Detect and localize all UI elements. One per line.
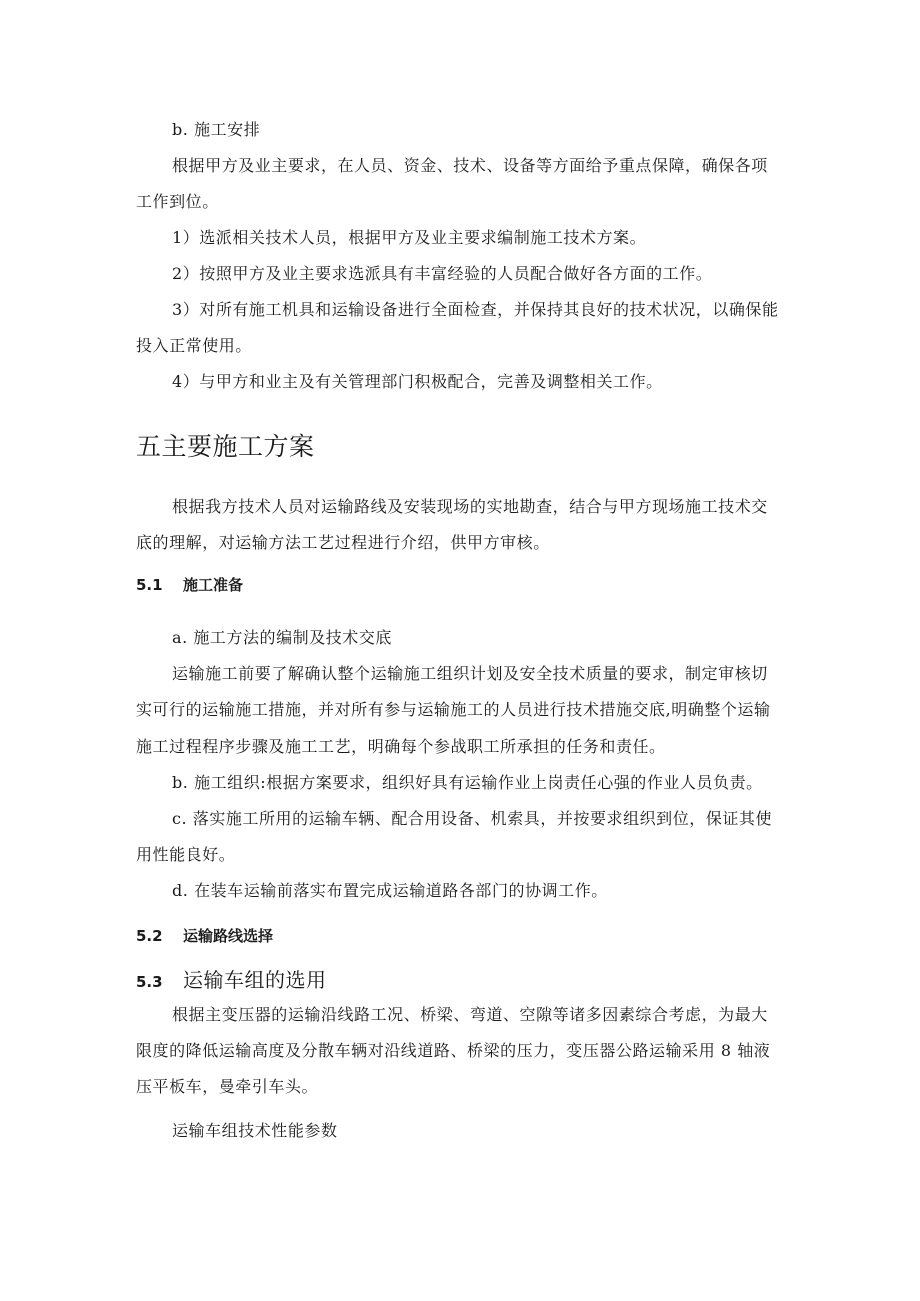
paragraph-line: 工作到位。 — [136, 192, 219, 211]
list-item-3-cont: 投入正常使用。 — [136, 336, 252, 355]
section-title: 运输车组的选用 — [183, 968, 327, 992]
intro-line: 根据我方技术人员对运输路线及安装现场的实地勘查，结合与甲方现场施工技术交 — [172, 497, 768, 516]
paragraph-line: 施工过程程序步骤及施工工艺，明确每个参战职工所承担的任务和责任。 — [136, 737, 666, 756]
section-number: 5.3 — [136, 973, 163, 991]
paragraph-line: 根据主变压器的运输沿线路工况、桥梁、弯道、空隙等诸多因素综合考虑，为最大 — [172, 1005, 768, 1024]
paragraph-d: d. 在装车运输前落实布置完成运输道路各部门的协调工作。 — [172, 881, 608, 900]
paragraph-b: b. 施工组织:根据方案要求，组织好具有运输作业上岗责任心强的作业人员负责。 — [172, 773, 763, 792]
section-5-1-heading — [136, 575, 243, 595]
paragraph-c: c. 落实施工所用的运输车辆、配合用设备、机索具，并按要求组织到位，保证其使 — [172, 809, 773, 828]
intro-line: 底的理解，对运输方法工艺过程进行介绍，供甲方审核。 — [136, 533, 550, 552]
section-5-2-heading — [136, 926, 273, 946]
section-title: 施工准备 — [183, 576, 244, 594]
section-5-title: 五主要施工方案 — [136, 432, 315, 461]
section-title: 运输路线选择 — [183, 927, 274, 945]
paragraph-line: 运输施工前要了解确认整个运输施工组织计划及安全技术质量的要求，制定审核切 — [172, 664, 768, 683]
section-number: 5.2 — [136, 927, 163, 945]
subheading-a: a. 施工方法的编制及技术交底 — [172, 628, 392, 647]
table-caption: 运输车组技术性能参数 — [172, 1121, 338, 1140]
paragraph-line: 根据甲方及业主要求，在人员、资金、技术、设备等方面给予重点保障，确保各项 — [172, 156, 768, 175]
paragraph-line: 压平板车，曼牵引车头。 — [136, 1077, 319, 1096]
section-5-3-heading — [136, 967, 327, 995]
list-item-2: 2）按照甲方及业主要求选派具有丰富经验的人员配合做好各方面的工作。 — [172, 264, 713, 283]
section-number: 5.1 — [136, 576, 163, 594]
subheading-b: b. 施工安排 — [172, 120, 261, 139]
paragraph-c-cont: 用性能良好。 — [136, 845, 236, 864]
paragraph-line: 实可行的运输施工措施，并对所有参与运输施工的人员进行技术措施交底,明确整个运输 — [136, 700, 771, 719]
list-item-3: 3）对所有施工机具和运输设备进行全面检查，并保持其良好的技术状况，以确保能 — [172, 300, 779, 319]
list-item-4: 4）与甲方和业主及有关管理部门积极配合，完善及调整相关工作。 — [172, 372, 663, 391]
paragraph-line: 限度的降低运输高度及分散车辆对沿线道路、桥梁的压力，变压器公路运输采用 8 轴液 — [136, 1041, 771, 1060]
list-item-1: 1）选派相关技术人员，根据甲方及业主要求编制施工技术方案。 — [172, 228, 647, 247]
